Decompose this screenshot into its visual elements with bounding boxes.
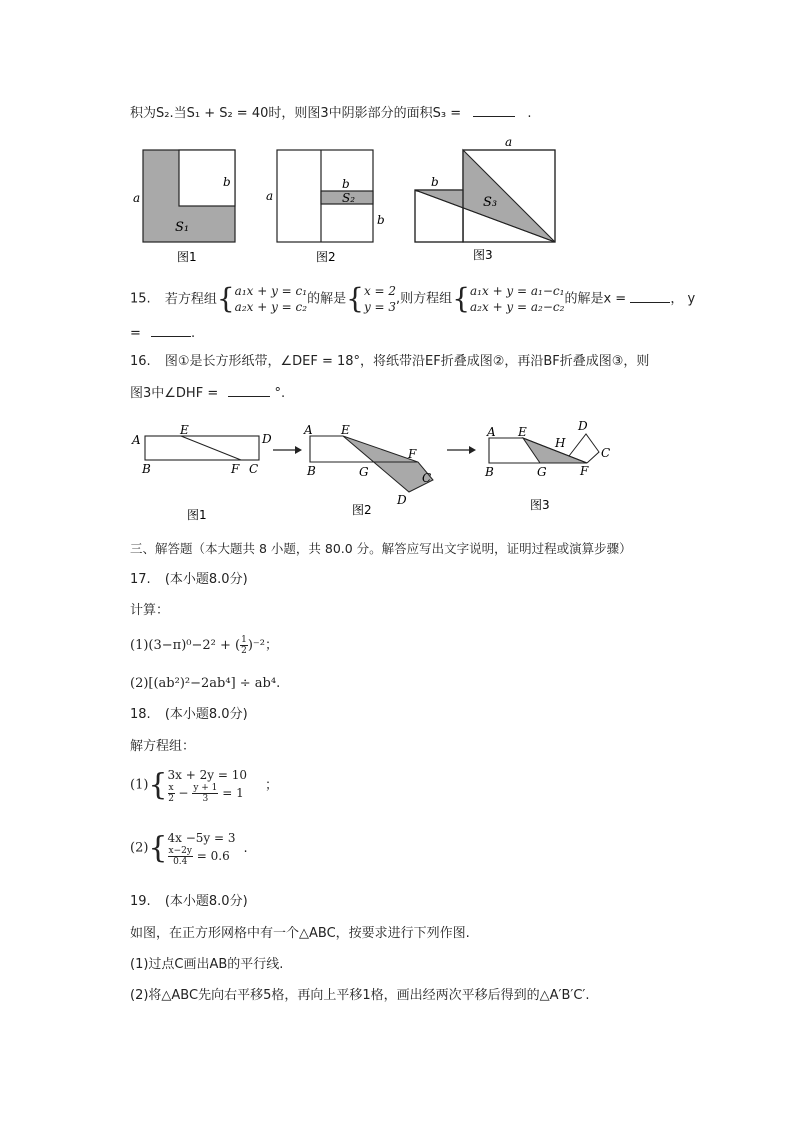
q17-header bbox=[130, 571, 248, 589]
q19-part-2: (2)将△ABC先向右平移5格，再向上平移1格，画出经两次平移后得到的△A′B′C′. bbox=[130, 988, 590, 1003]
fig14-2-label-b-top: b bbox=[342, 177, 350, 191]
fig16-1-C: C bbox=[249, 462, 259, 476]
fig16-3 bbox=[484, 419, 610, 512]
fig16-2-F: F bbox=[408, 447, 417, 461]
q15-text-5: ， y bbox=[670, 291, 696, 307]
q15-text-3: ,则方程组 bbox=[396, 291, 453, 307]
fig16-2-C: C bbox=[422, 471, 432, 485]
fig14-caption-1: 图1 bbox=[177, 250, 197, 264]
fig16-3-D: D bbox=[578, 419, 588, 433]
q17-part-1: (1)(3−π)⁰−2² + ( $\frac{1}{2}$ )⁻²； bbox=[130, 635, 278, 656]
section-3-header: 三、解答题（本大题共 8 小题，共 80.0 分。解答应写出文字说明，证明过程或演算步骤） bbox=[130, 541, 632, 556]
q16-number: 16. bbox=[130, 354, 151, 369]
answer-blank-y[interactable] bbox=[151, 324, 191, 337]
fig14-2 bbox=[266, 150, 385, 264]
fig16-3-H: H bbox=[555, 436, 566, 450]
fig16-caption-3: 图3 bbox=[530, 498, 550, 512]
q19-part-1: (1)过点C画出AB的平行线. bbox=[130, 957, 284, 972]
fig16-3-G: G bbox=[537, 465, 547, 479]
q19-header bbox=[130, 893, 248, 911]
q15-text-7: . bbox=[191, 326, 196, 341]
fig16-3-C: C bbox=[601, 446, 611, 460]
q18-prompt: 解方程组： bbox=[130, 739, 196, 754]
q14-text bbox=[130, 104, 532, 123]
q19-number: 19. bbox=[130, 894, 151, 909]
q15-number: 15. bbox=[130, 291, 151, 307]
fig14-1-label-a: a bbox=[133, 191, 141, 205]
q18-system-1: 3x + 2y = 10 $\frac{x}{2}$ − $\frac{y + 1}{3}$ = 1 bbox=[167, 768, 247, 804]
q17-score: (本小题8.0分) bbox=[164, 572, 248, 587]
q17-number: 17. bbox=[130, 572, 151, 587]
fig16-3-E: E bbox=[518, 425, 527, 439]
fig14-3 bbox=[415, 138, 555, 262]
fig14-3-label-b: b bbox=[431, 175, 439, 189]
q15-text-1: 若方程组 bbox=[164, 291, 217, 307]
q18-part-1: (1){ 3x + 2y = 10 $\frac{x}{2}$ − $\frac{y + 1}{3}$ = 1 ； bbox=[130, 767, 278, 804]
q16-line1 bbox=[130, 353, 649, 371]
q15-text-4: 的解是x = bbox=[564, 291, 627, 307]
fig14-2-label-s2: S₂ bbox=[342, 191, 356, 205]
fig14-1 bbox=[133, 150, 235, 264]
fig16-3-B: B bbox=[485, 465, 494, 479]
fig16-2-A: A bbox=[304, 423, 313, 437]
fig14-3-label-s3: S₃ bbox=[483, 195, 498, 210]
fig16-2-G: G bbox=[359, 465, 369, 479]
fig14-caption-3: 图3 bbox=[473, 248, 493, 262]
q16-text-1: 图①是长方形纸带，∠DEF = 18°，将纸带沿EF折叠成图②，再沿BF折叠成图③，则 bbox=[164, 354, 650, 369]
q17-prompt: 计算： bbox=[130, 603, 170, 618]
fig16-2-B: B bbox=[307, 464, 316, 478]
fig16-1-B: B bbox=[142, 462, 151, 476]
fig16-1-E: E bbox=[180, 423, 189, 437]
q17-fraction: $\frac{1}{2}$ bbox=[241, 635, 247, 656]
fig16-1-F: F bbox=[231, 462, 240, 476]
fig14-caption-2: 图2 bbox=[316, 250, 336, 264]
q18-score: (本小题8.0分) bbox=[164, 707, 248, 722]
fig16-1-strip bbox=[145, 436, 259, 460]
fig16-3-F: F bbox=[580, 464, 589, 478]
answer-blank-angle[interactable] bbox=[228, 384, 270, 397]
q16-figures bbox=[125, 418, 625, 528]
q16-line2 bbox=[130, 384, 285, 403]
q19-intro: 如图，在正方形网格中有一个△ABC，按要求进行下列作图. bbox=[130, 926, 470, 941]
q14-figures bbox=[125, 138, 565, 268]
fig14-2-label-a: a bbox=[266, 189, 274, 203]
q15-text-6: = bbox=[130, 326, 141, 341]
fig16-1 bbox=[131, 423, 272, 522]
q18-number: 18. bbox=[130, 707, 151, 722]
q15-text-2: 的解是 bbox=[307, 291, 347, 307]
q15: 15. 若方程组{ a₁x + y = c₁ a₂x + y = c₂ 的解是{ x = 2 y = 3 ,则方程组{ a₁x + y = a₁−c₁ a₂x + y = a₂−c₂ 的解是x = ， y bbox=[130, 282, 696, 315]
q18-header bbox=[130, 706, 248, 724]
q16-text-2a: 图3中∠DHF = bbox=[130, 386, 219, 401]
q14-intro: 积为S₂.当S₁ + S₂ = 40时，则图3中阴影部分的面积S₃ = bbox=[130, 106, 462, 121]
fig16-2 bbox=[303, 423, 433, 517]
fig16-2-D: D bbox=[397, 493, 407, 507]
answer-blank-s3[interactable] bbox=[473, 104, 515, 117]
q15-solution: x = 2 y = 3 bbox=[363, 284, 397, 314]
q18-system-2: 4x −5y = 3 $\frac{x-2y}{0.4}$ = 0.6 bbox=[167, 831, 236, 867]
q14-end: . bbox=[527, 106, 532, 121]
fig16-caption-2: 图2 bbox=[352, 503, 372, 517]
q18-part-2: (2){ 4x −5y = 3 $\frac{x-2y}{0.4}$ = 0.6 . bbox=[130, 830, 248, 867]
fig14-2-label-b-right: b bbox=[377, 213, 385, 227]
arrow-right-icon bbox=[447, 446, 476, 454]
fig14-3-label-a: a bbox=[505, 138, 513, 149]
fig16-2-E: E bbox=[341, 423, 350, 437]
arrow-right-icon bbox=[273, 446, 302, 454]
fig16-caption-1: 图1 bbox=[187, 508, 207, 522]
q15-line2 bbox=[130, 324, 195, 343]
q17-part-2: (2)[(ab²)²−2ab⁴] ÷ ab⁴. bbox=[130, 676, 281, 691]
fig16-1-D: D bbox=[262, 432, 272, 446]
fig16-2-folded-part bbox=[343, 436, 433, 492]
q15-system-1: a₁x + y = c₁ a₂x + y = c₂ bbox=[234, 284, 308, 314]
fig14-1-label-s1: S₁ bbox=[175, 220, 190, 235]
q16-text-2b: °. bbox=[274, 386, 286, 401]
q19-score: (本小题8.0分) bbox=[164, 894, 248, 909]
fig14-1-label-b: b bbox=[223, 175, 231, 189]
q15-system-2: a₁x + y = a₁−c₁ a₂x + y = a₂−c₂ bbox=[470, 284, 565, 314]
fig16-3-A: A bbox=[487, 425, 496, 439]
answer-blank-x[interactable] bbox=[630, 290, 670, 303]
fig16-1-A: A bbox=[132, 433, 141, 447]
